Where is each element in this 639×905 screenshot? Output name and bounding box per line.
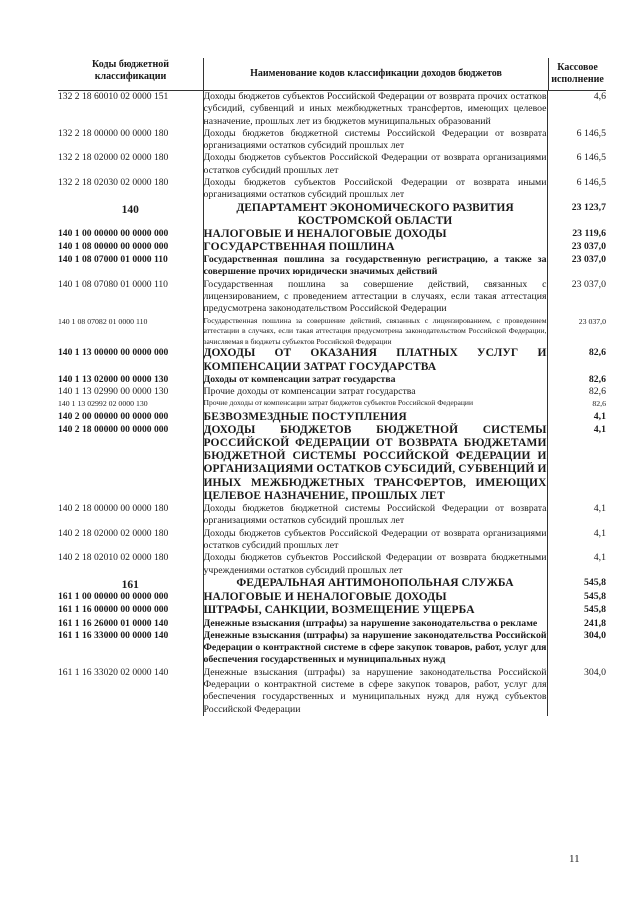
row-code: 140 2 18 00000 00 0000 000	[58, 423, 169, 435]
row-code: 140 1 08 07080 01 0000 110	[58, 278, 168, 290]
header-name: Наименование кодов классификации доходов бюджетов	[203, 58, 548, 90]
row-amount: 82,6	[547, 347, 606, 373]
table-row	[58, 424, 606, 503]
row-code: 140 1 08 00000 00 0000 000	[58, 240, 169, 252]
table-row	[58, 279, 606, 316]
table-row	[58, 591, 606, 604]
row-amount: 304,0	[547, 667, 606, 716]
table-row	[58, 386, 606, 398]
row-code: 132 2 18 60010 02 0000 151	[58, 91, 169, 102]
row-amount: 4,1	[547, 528, 606, 553]
row-name: Денежные взыскания (штрафы) за нарушение законодательства Российской Федерации о контрактной системе в сфере закупок товаров, работ, услуг для обеспечения государственных и муниципальных нужд для нужд субъектов Российской Федерации	[203, 666, 547, 715]
row-amount: 4,6	[547, 91, 606, 128]
row-code: 140 1 13 02000 00 0000 130	[58, 373, 169, 385]
row-code: 161 1 16 00000 00 0000 000	[58, 604, 169, 616]
table-row	[58, 228, 606, 241]
row-amount: 23 037,0	[547, 241, 606, 254]
row-name: Доходы бюджетов субъектов Российской Федерации от возврата иными организациями остатков субсидий прошлых лет	[203, 177, 547, 201]
table-row	[58, 374, 606, 386]
table-row	[58, 630, 606, 667]
row-name: Доходы бюджетов субъектов Российской Федерации от возврата организациями остатков субсидий прошлых лет	[203, 527, 547, 551]
row-code: 140 2 18 00000 00 0000 180	[58, 503, 169, 515]
table-row	[58, 152, 606, 177]
row-amount: 82,6	[547, 386, 606, 398]
row-amount: 6 146,5	[547, 128, 606, 153]
table-row	[58, 177, 606, 202]
header-amount: Кассовое исполнение	[548, 58, 606, 90]
row-name: Доходы бюджетов субъектов Российской Федерации от возврата организациями остатков субсидий прошлых лет	[203, 152, 547, 176]
row-code: 132 2 18 02030 02 0000 180	[58, 177, 169, 189]
row-name: БЕЗВОЗМЕЗДНЫЕ ПОСТУПЛЕНИЯ	[203, 411, 547, 424]
department-row	[58, 202, 606, 228]
row-code: 140 2 00 00000 00 0000 000	[58, 410, 169, 422]
table-row	[58, 128, 606, 153]
row-amount: 545,8	[547, 591, 606, 604]
row-name: ШТРАФЫ, САНКЦИИ, ВОЗМЕЩЕНИЕ УЩЕРБА	[203, 604, 547, 617]
row-amount: 23 037,0	[547, 316, 606, 348]
row-name: НАЛОГОВЫЕ И НЕНАЛОГОВЫЕ ДОХОДЫ	[203, 591, 547, 604]
table-row	[58, 91, 606, 128]
row-amount: 6 146,5	[547, 177, 606, 202]
row-code: 161 1 00 00000 00 0000 000	[58, 591, 169, 603]
table-row	[58, 316, 606, 348]
row-name: Государственная пошлина за государственную регистрацию, а также за совершение прочих юридически значимых действий	[203, 254, 547, 278]
table-row	[58, 398, 606, 410]
department-code: 140	[121, 203, 139, 216]
table-row	[58, 241, 606, 254]
row-name: Прочие доходы от компенсации затрат бюджетов субъектов Российской Федерации	[203, 398, 547, 410]
department-code: 161	[121, 578, 139, 591]
page-number: 11	[569, 853, 580, 865]
row-name: Денежные взыскания (штрафы) за нарушение законодательства Российской Федерации о контрактной системе в сфере закупок товаров, работ, услуг для обеспечения государственных и муниципальных нужд	[203, 629, 547, 666]
row-name: ДОХОДЫ БЮДЖЕТОВ БЮДЖЕТНОЙ СИСТЕМЫ РОССИЙСКОЙ ФЕДЕРАЦИИ ОТ ВОЗВРАТА БЮДЖЕТАМИ БЮДЖЕТНОЙ СИСТЕМЫ РОССИЙСКОЙ ФЕДЕРАЦИИ И ОРГАНИЗАЦИЯМИ ОСТАТКОВ СУБСИДИЙ, СУБВЕНЦИЙ И ИНЫХ МЕЖБЮДЖЕТНЫХ ТРАНСФЕРТОВ, ИМЕЮЩИХ ЦЕЛЕВОЕ НАЗНАЧЕНИЕ, ПРОШЛЫХ ЛЕТ	[203, 423, 547, 502]
header-code: Коды бюджетной классификации	[92, 59, 169, 82]
row-code: 140 1 13 00000 00 0000 000	[58, 347, 169, 359]
row-amount: 4,1	[547, 411, 606, 424]
table-row	[58, 604, 606, 617]
row-code: 140 1 08 07082 01 0000 110	[58, 316, 148, 326]
table-body	[58, 91, 606, 716]
row-amount: 23 037,0	[547, 279, 606, 316]
row-name: Доходы бюджетов бюджетной системы Российской Федерации от возврата организациями остатков субсидий прошлых лет	[203, 127, 547, 152]
row-code: 140 1 08 07000 01 0000 110	[58, 254, 168, 266]
row-name: Доходы бюджетов субъектов Российской Федерации от возврата бюджетными учреждениями остатков субсидий прошлых лет	[203, 552, 547, 576]
row-name: Прочие доходы от компенсации затрат государства	[203, 386, 547, 398]
row-amount: 241,8	[547, 618, 606, 630]
row-amount: 23 037,0	[547, 254, 606, 279]
table-row	[58, 667, 606, 716]
department-row	[58, 577, 606, 591]
row-amount: 23 119,6	[547, 228, 606, 241]
row-name: НАЛОГОВЫЕ И НЕНАЛОГОВЫЕ ДОХОДЫ	[203, 228, 547, 241]
table-header	[58, 58, 606, 91]
row-amount: 545,8	[547, 604, 606, 617]
row-code: 161 1 16 33000 00 0000 140	[58, 629, 169, 641]
department-amount: 23 123,7	[547, 202, 606, 228]
row-amount: 82,6	[547, 374, 606, 386]
row-amount: 82,6	[547, 398, 606, 410]
table-row	[58, 618, 606, 630]
row-code: 132 2 18 02000 02 0000 180	[58, 152, 169, 164]
table-row	[58, 254, 606, 279]
row-code: 140 1 13 02990 00 0000 130	[58, 386, 169, 398]
table-row	[58, 411, 606, 424]
row-name: Доходы от компенсации затрат государства	[203, 374, 547, 386]
row-name: ГОСУДАРСТВЕННАЯ ПОШЛИНА	[203, 241, 547, 254]
row-code: 161 1 16 33020 02 0000 140	[58, 666, 169, 678]
row-code: 140 2 18 02010 02 0000 180	[58, 552, 169, 564]
row-amount: 4,1	[547, 424, 606, 503]
row-name: Государственная пошлина за совершение действий, связанных с лицензированием, с проведением аттестации в случаях, если такая аттестация предусмотрена законодательством Российской Федерации	[203, 278, 547, 315]
row-name: Денежные взыскания (штрафы) за нарушение законодательства о рекламе	[203, 618, 547, 630]
row-name: Доходы бюджетов бюджетной системы Российской Федерации от возврата организациями остатков субсидий прошлых лет	[203, 503, 547, 527]
row-name: Доходы бюджетов субъектов Российской Федерации от возврата прочих остатков субсидий, субвенций и иных межбюджетных трансфертов, имеющих целевое назначение, прошлых лет из бюджетов муниципальных образований	[203, 91, 547, 127]
row-code: 140 1 13 02992 02 0000 130	[58, 399, 148, 409]
budget-income-table	[58, 58, 606, 716]
table-row	[58, 552, 606, 577]
department-name: ФЕДЕРАЛЬНАЯ АНТИМОНОПОЛЬНАЯ СЛУЖБА	[203, 577, 547, 591]
department-amount: 545,8	[547, 577, 606, 591]
row-amount: 6 146,5	[547, 152, 606, 177]
row-amount: 4,1	[547, 552, 606, 577]
row-name: Государственная пошлина за совершение действий, связанных с лицензированием, с проведением аттестации в случаях, если такая аттестация предусмотрена законодательством Российской Федерации, зачисляемая в бюджеты субъектов Российской Федерации	[203, 315, 547, 346]
row-code: 140 2 18 02000 02 0000 180	[58, 527, 169, 539]
row-amount: 4,1	[547, 503, 606, 528]
table-row	[58, 347, 606, 373]
row-code: 140 1 00 00000 00 0000 000	[58, 227, 169, 239]
row-code: 161 1 16 26000 01 0000 140	[58, 617, 169, 629]
table-row	[58, 528, 606, 553]
row-amount: 304,0	[547, 630, 606, 667]
row-name: ДОХОДЫ ОТ ОКАЗАНИЯ ПЛАТНЫХ УСЛУГ И КОМПЕНСАЦИИ ЗАТРАТ ГОСУДАРСТВА	[203, 347, 547, 373]
row-code: 132 2 18 00000 00 0000 180	[58, 127, 169, 139]
department-name: ДЕПАРТАМЕНТ ЭКОНОМИЧЕСКОГО РАЗВИТИЯ КОСТРОМСКОЙ ОБЛАСТИ	[203, 202, 547, 228]
table-row	[58, 503, 606, 528]
